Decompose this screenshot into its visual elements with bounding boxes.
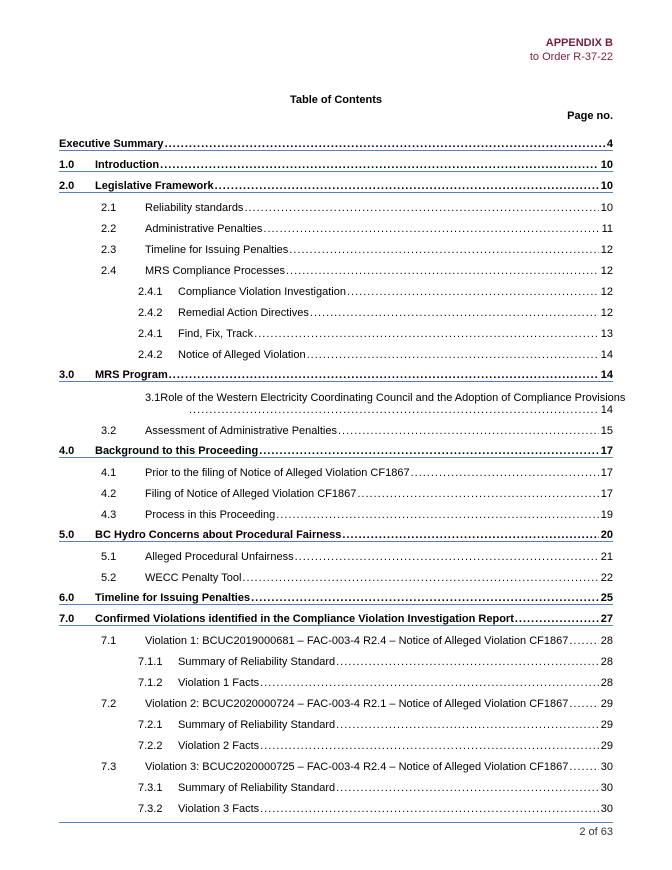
- toc-entry[interactable]: [59, 479, 613, 500]
- toc-entry-title: Violation 1 Facts: [178, 677, 260, 689]
- toc-entry[interactable]: [59, 563, 613, 584]
- toc-entry[interactable]: [59, 256, 613, 277]
- toc-leader-dots: [569, 761, 598, 773]
- toc-title: Table of Contents: [289, 94, 383, 106]
- toc-entry-number: 7.1: [101, 635, 117, 647]
- toc-entry-number: 2.1: [101, 202, 117, 214]
- toc-entry[interactable]: [59, 130, 613, 151]
- toc-entry[interactable]: [59, 773, 613, 794]
- toc-entry-number: 7.1.1: [138, 656, 163, 668]
- toc-leader-dots: [569, 635, 598, 647]
- toc-leader-dots: [310, 307, 599, 319]
- toc-entry[interactable]: [59, 298, 613, 319]
- toc-leader-dots: [357, 488, 598, 500]
- toc-entry-number: 5.1: [101, 551, 117, 563]
- toc-entry[interactable]: [59, 151, 613, 172]
- toc-leader-dots: [336, 719, 599, 731]
- toc-entry-title: Process in this Proceeding: [145, 509, 276, 521]
- toc-entry-title: MRS Compliance Processes: [145, 265, 285, 277]
- toc-entry-page: 12: [600, 244, 613, 256]
- toc-entry-number: 3.2: [101, 425, 117, 437]
- toc-entry-number: 7.1.2: [138, 677, 163, 689]
- toc-entry-number: 2.4.2: [138, 349, 163, 361]
- toc-entry-title: Violation 3: BCUC2020000725 – FAC-003-4 R2.4 – Notice of Alleged Violation CF1867: [145, 761, 569, 773]
- toc-entry[interactable]: [59, 731, 613, 752]
- toc-entry-title: Violation 1: BCUC2019000681 – FAC-003-4 R2.4 – Notice of Alleged Violation CF1867: [145, 635, 569, 647]
- toc-entry-page: 20: [600, 529, 613, 541]
- toc-entry[interactable]: [59, 710, 613, 731]
- toc-leader-dots: [259, 445, 599, 457]
- appendix-label: APPENDIX B: [545, 37, 613, 49]
- toc-entry-number: 2.0: [59, 180, 75, 192]
- toc-entry[interactable]: [59, 584, 613, 605]
- toc-entry-page: 10: [600, 180, 613, 192]
- toc-entry-number: 7.3.1: [138, 782, 163, 794]
- toc-entry-page: 14: [600, 404, 613, 416]
- toc-entry-title: Violation 2 Facts: [178, 740, 260, 752]
- toc-leader-dots: [165, 138, 605, 150]
- toc-leader-dots: [336, 656, 599, 668]
- toc-entry-number: 7.2.2: [138, 740, 163, 752]
- page-no-header: Page no.: [567, 110, 613, 122]
- toc-entry[interactable]: [59, 689, 613, 710]
- toc-leader-dots: [342, 529, 598, 541]
- toc-entry-number: 7.2: [101, 698, 117, 710]
- toc-entry-page: 28: [600, 656, 613, 668]
- toc-leader-dots: [307, 349, 599, 361]
- toc-entry-title: MRS Program: [95, 369, 168, 381]
- toc-entry-title: Violation 2: BCUC2020000724 – FAC-003-4 R2.1 – Notice of Alleged Violation CF1867: [145, 698, 569, 710]
- toc-entry-number: 5.2: [101, 572, 117, 584]
- toc-entry-title: Reliability standards: [145, 202, 244, 214]
- toc-entry-title: Remedial Action Directives: [178, 307, 309, 319]
- toc-entry-number: 3.1: [145, 392, 161, 404]
- toc-leader-dots: [260, 677, 599, 689]
- toc-leader-dots: [263, 223, 599, 235]
- appendix-header: [530, 36, 613, 64]
- toc-entry-page: 28: [600, 635, 613, 647]
- toc-leader-dots: [160, 159, 599, 171]
- toc-entry[interactable]: [59, 416, 613, 437]
- toc-leader-dots: [260, 740, 599, 752]
- toc-leader-dots: [295, 551, 599, 563]
- toc-leader-dots: [515, 613, 599, 625]
- toc-leader-dots: [244, 202, 598, 214]
- toc-entry[interactable]: [59, 458, 613, 479]
- toc-entry-page: 29: [600, 740, 613, 752]
- toc-entry-page: 30: [600, 782, 613, 794]
- toc-entry-title: Background to this Proceeding: [95, 445, 259, 457]
- toc-entry-number: 4.3: [101, 509, 117, 521]
- toc-entry-page: 12: [600, 286, 613, 298]
- footer-divider: [59, 822, 613, 823]
- toc-entry[interactable]: [59, 794, 613, 815]
- toc-entry-page: 27: [600, 613, 613, 625]
- toc-entry-title: Prior to the filing of Notice of Alleged Violation CF1867: [145, 467, 410, 479]
- toc-entry-number: 7.2.1: [138, 719, 163, 731]
- toc-entry-number: 2.4.1: [138, 286, 163, 298]
- toc-leader-dots: [336, 782, 599, 794]
- toc-entry-title: Violation 3 Facts: [178, 803, 260, 815]
- toc-entry-number: 5.0: [59, 529, 75, 541]
- toc-entry[interactable]: [59, 521, 613, 542]
- toc-entry-page: 29: [600, 698, 613, 710]
- toc-entry-number: 4.0: [59, 445, 75, 457]
- toc-entry-title: Executive Summary: [59, 138, 164, 150]
- toc-entry-title: Summary of Reliability Standard: [178, 719, 336, 731]
- toc-entry-page: 30: [600, 761, 613, 773]
- toc-entry[interactable]: [59, 382, 626, 416]
- toc-entry-number: 4.2: [101, 488, 117, 500]
- toc-entry-title: Confirmed Violations identified in the Compliance Violation Investigation Report: [95, 613, 514, 625]
- toc-entry-title: Administrative Penalties: [145, 223, 263, 235]
- toc-entry-page: 12: [600, 307, 613, 319]
- toc-entry-page: 4: [606, 138, 613, 150]
- toc-entry[interactable]: [59, 235, 613, 256]
- toc-entry-number: 2.4.2: [138, 307, 163, 319]
- table-of-contents: [59, 130, 626, 815]
- toc-entry[interactable]: [59, 626, 613, 647]
- toc-entry-page: 28: [600, 677, 613, 689]
- toc-entry-title: WECC Penalty Tool: [145, 572, 242, 584]
- toc-leader-dots: [347, 286, 599, 298]
- toc-entry-title: Summary of Reliability Standard: [178, 782, 336, 794]
- toc-entry[interactable]: [59, 214, 613, 235]
- toc-entry-title: Introduction: [95, 159, 160, 171]
- toc-entry[interactable]: [59, 193, 613, 214]
- toc-leader-dots: [251, 592, 599, 604]
- toc-entry-page: 17: [600, 467, 613, 479]
- toc-leader-dots: [254, 328, 599, 340]
- toc-entry-title: Role of the Western Electricity Coordinating Council and the Adoption of Compliance Provisions: [160, 392, 626, 404]
- toc-leader-dots: [411, 467, 599, 479]
- toc-entry-number: 7.3.2: [138, 803, 163, 815]
- toc-entry[interactable]: [59, 172, 613, 193]
- toc-entry[interactable]: [59, 319, 613, 340]
- toc-entry[interactable]: [59, 437, 613, 458]
- toc-entry-number: 2.3: [101, 244, 117, 256]
- toc-entry-number: 7.3: [101, 761, 117, 773]
- toc-leader-dots: [215, 180, 599, 192]
- toc-entry-page: 17: [600, 445, 613, 457]
- toc-entry[interactable]: [59, 500, 613, 521]
- toc-entry-number: 7.0: [59, 613, 75, 625]
- toc-leader-dots: [286, 265, 599, 277]
- toc-entry[interactable]: [59, 361, 613, 382]
- toc-entry-page: 14: [600, 369, 613, 381]
- toc-leader-dots: [169, 369, 599, 381]
- toc-entry-number: 3.0: [59, 369, 75, 381]
- toc-entry-page: 21: [600, 551, 613, 563]
- toc-leader-dots: [289, 244, 598, 256]
- toc-entry-title: Alleged Procedural Unfairness: [145, 551, 294, 563]
- toc-entry-number: 1.0: [59, 159, 75, 171]
- toc-entry-title: Find, Fix, Track: [178, 328, 254, 340]
- toc-entry-title: Compliance Violation Investigation: [178, 286, 346, 298]
- toc-entry-number: 2.4: [101, 265, 117, 277]
- toc-entry-number: 2.2: [101, 223, 117, 235]
- toc-entry[interactable]: [59, 605, 613, 626]
- toc-entry[interactable]: [59, 542, 613, 563]
- toc-entry-page: 14: [600, 349, 613, 361]
- toc-entry-number: 2.4.1: [138, 328, 163, 340]
- toc-entry[interactable]: [59, 752, 613, 773]
- toc-entry-page: 19: [600, 509, 613, 521]
- toc-entry-title: Timeline for Issuing Penalties: [95, 592, 251, 604]
- toc-leader-dots: [242, 572, 598, 584]
- toc-entry-page: 29: [600, 719, 613, 731]
- toc-entry-page: 15: [600, 425, 613, 437]
- toc-entry-title: Timeline for Issuing Penalties: [145, 244, 289, 256]
- toc-entry-title: BC Hydro Concerns about Procedural Fairness: [95, 529, 342, 541]
- toc-entry-page: 22: [600, 572, 613, 584]
- toc-entry-title: Summary of Reliability Standard: [178, 656, 336, 668]
- toc-entry[interactable]: [59, 340, 613, 361]
- toc-entry-number: 6.0: [59, 592, 75, 604]
- toc-entry-title: Assessment of Administrative Penalties: [145, 425, 337, 437]
- toc-entry-page: 30: [600, 803, 613, 815]
- toc-leader-dots: [338, 425, 599, 437]
- toc-entry[interactable]: [59, 277, 613, 298]
- toc-entry-page: 25: [600, 592, 613, 604]
- toc-entry[interactable]: [59, 668, 613, 689]
- toc-entry-page: 17: [600, 488, 613, 500]
- toc-leader-dots: [569, 698, 598, 710]
- toc-entry-title: Notice of Alleged Violation: [178, 349, 306, 361]
- toc-leader-dots: [276, 509, 599, 521]
- toc-leader-dots: [189, 404, 599, 416]
- toc-entry-page: 10: [600, 159, 613, 171]
- toc-entry-page: 11: [601, 223, 613, 235]
- toc-entry-page: 13: [600, 328, 613, 340]
- toc-entry-title: Legislative Framework: [95, 180, 214, 192]
- toc-entry-number: 4.1: [101, 467, 117, 479]
- toc-entry-page: 10: [600, 202, 613, 214]
- footer-page-indicator: 2 of 63: [579, 826, 613, 838]
- toc-entry[interactable]: [59, 647, 613, 668]
- toc-entry-title: Filing of Notice of Alleged Violation CF1867: [145, 488, 357, 500]
- toc-leader-dots: [260, 803, 599, 815]
- order-label: to Order R-37-22: [529, 51, 613, 63]
- toc-entry-page: 12: [600, 265, 613, 277]
